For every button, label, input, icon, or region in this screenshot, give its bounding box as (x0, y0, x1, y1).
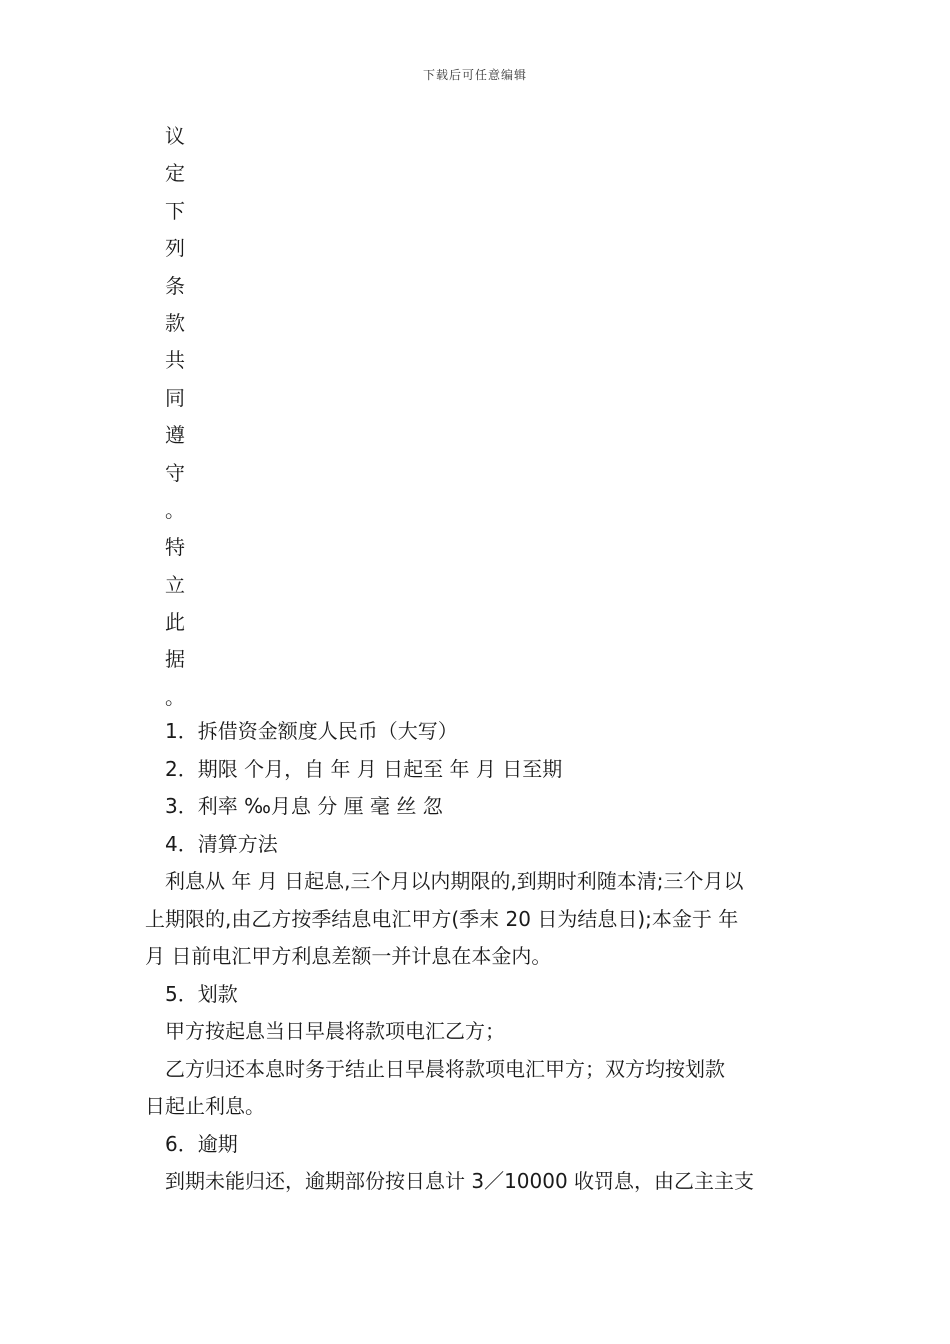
clause-6-text-line: 到期未能归还，逾期部份按日息计 3／10000 收罚息，由乙主主支 (165, 1169, 755, 1193)
clause-6-heading: 6．逾期 (165, 1131, 238, 1156)
vertical-char: 。 (165, 684, 185, 709)
clause-2-term: 2．期限 个月，自 年 月 日起至 年 月 日至期 (165, 756, 563, 781)
clause-5-text-line: 甲方按起息当日早晨将款项电汇乙方； (165, 1019, 505, 1043)
vertical-char: 款 (165, 310, 185, 335)
vertical-char: 立 (165, 572, 185, 597)
clause-1-amount: 1．拆借资金额度人民币（大写） (165, 719, 458, 743)
vertical-text-column (165, 121, 195, 719)
vertical-char: 列 (165, 236, 185, 261)
vertical-char: 据 (165, 647, 185, 672)
clause-4-text-line: 月 日前电汇甲方利息差额一并计息在本金内。 (145, 944, 552, 968)
vertical-char: 特 (165, 535, 185, 560)
vertical-char: 条 (165, 273, 185, 298)
vertical-char: 遵 (165, 423, 185, 448)
vertical-char: 议 (165, 124, 185, 148)
vertical-char: 此 (165, 610, 185, 635)
document-body (145, 713, 807, 1201)
vertical-char: 同 (165, 385, 185, 410)
vertical-char: 守 (165, 460, 185, 485)
vertical-char: 定 (165, 161, 185, 186)
page-header: 下载后可任意编辑 (422, 68, 527, 82)
vertical-char: 共 (165, 348, 185, 373)
vertical-char: 。 (165, 497, 185, 522)
clause-4-text-line: 利息从 年 月 日起息,三个月以内期限的,到期时利随本清;三个月以 (165, 869, 744, 893)
clause-4-text-line: 上期限的,由乙方按季结息电汇甲方(季末 20 日为结息日);本金于 年 (145, 906, 739, 931)
clause-5-heading: 5．划款 (165, 981, 238, 1006)
vertical-char: 下 (165, 198, 185, 223)
clause-5-text-line: 日起止利息。 (145, 1094, 265, 1118)
clause-4-heading: 4．清算方法 (165, 831, 278, 856)
clause-3-rate: 3．利率 ‰月息 分 厘 毫 丝 忽 (165, 794, 443, 818)
clause-5-text-line: 乙方归还本息时务于结止日早晨将款项电汇甲方；双方均按划款 (165, 1056, 725, 1081)
